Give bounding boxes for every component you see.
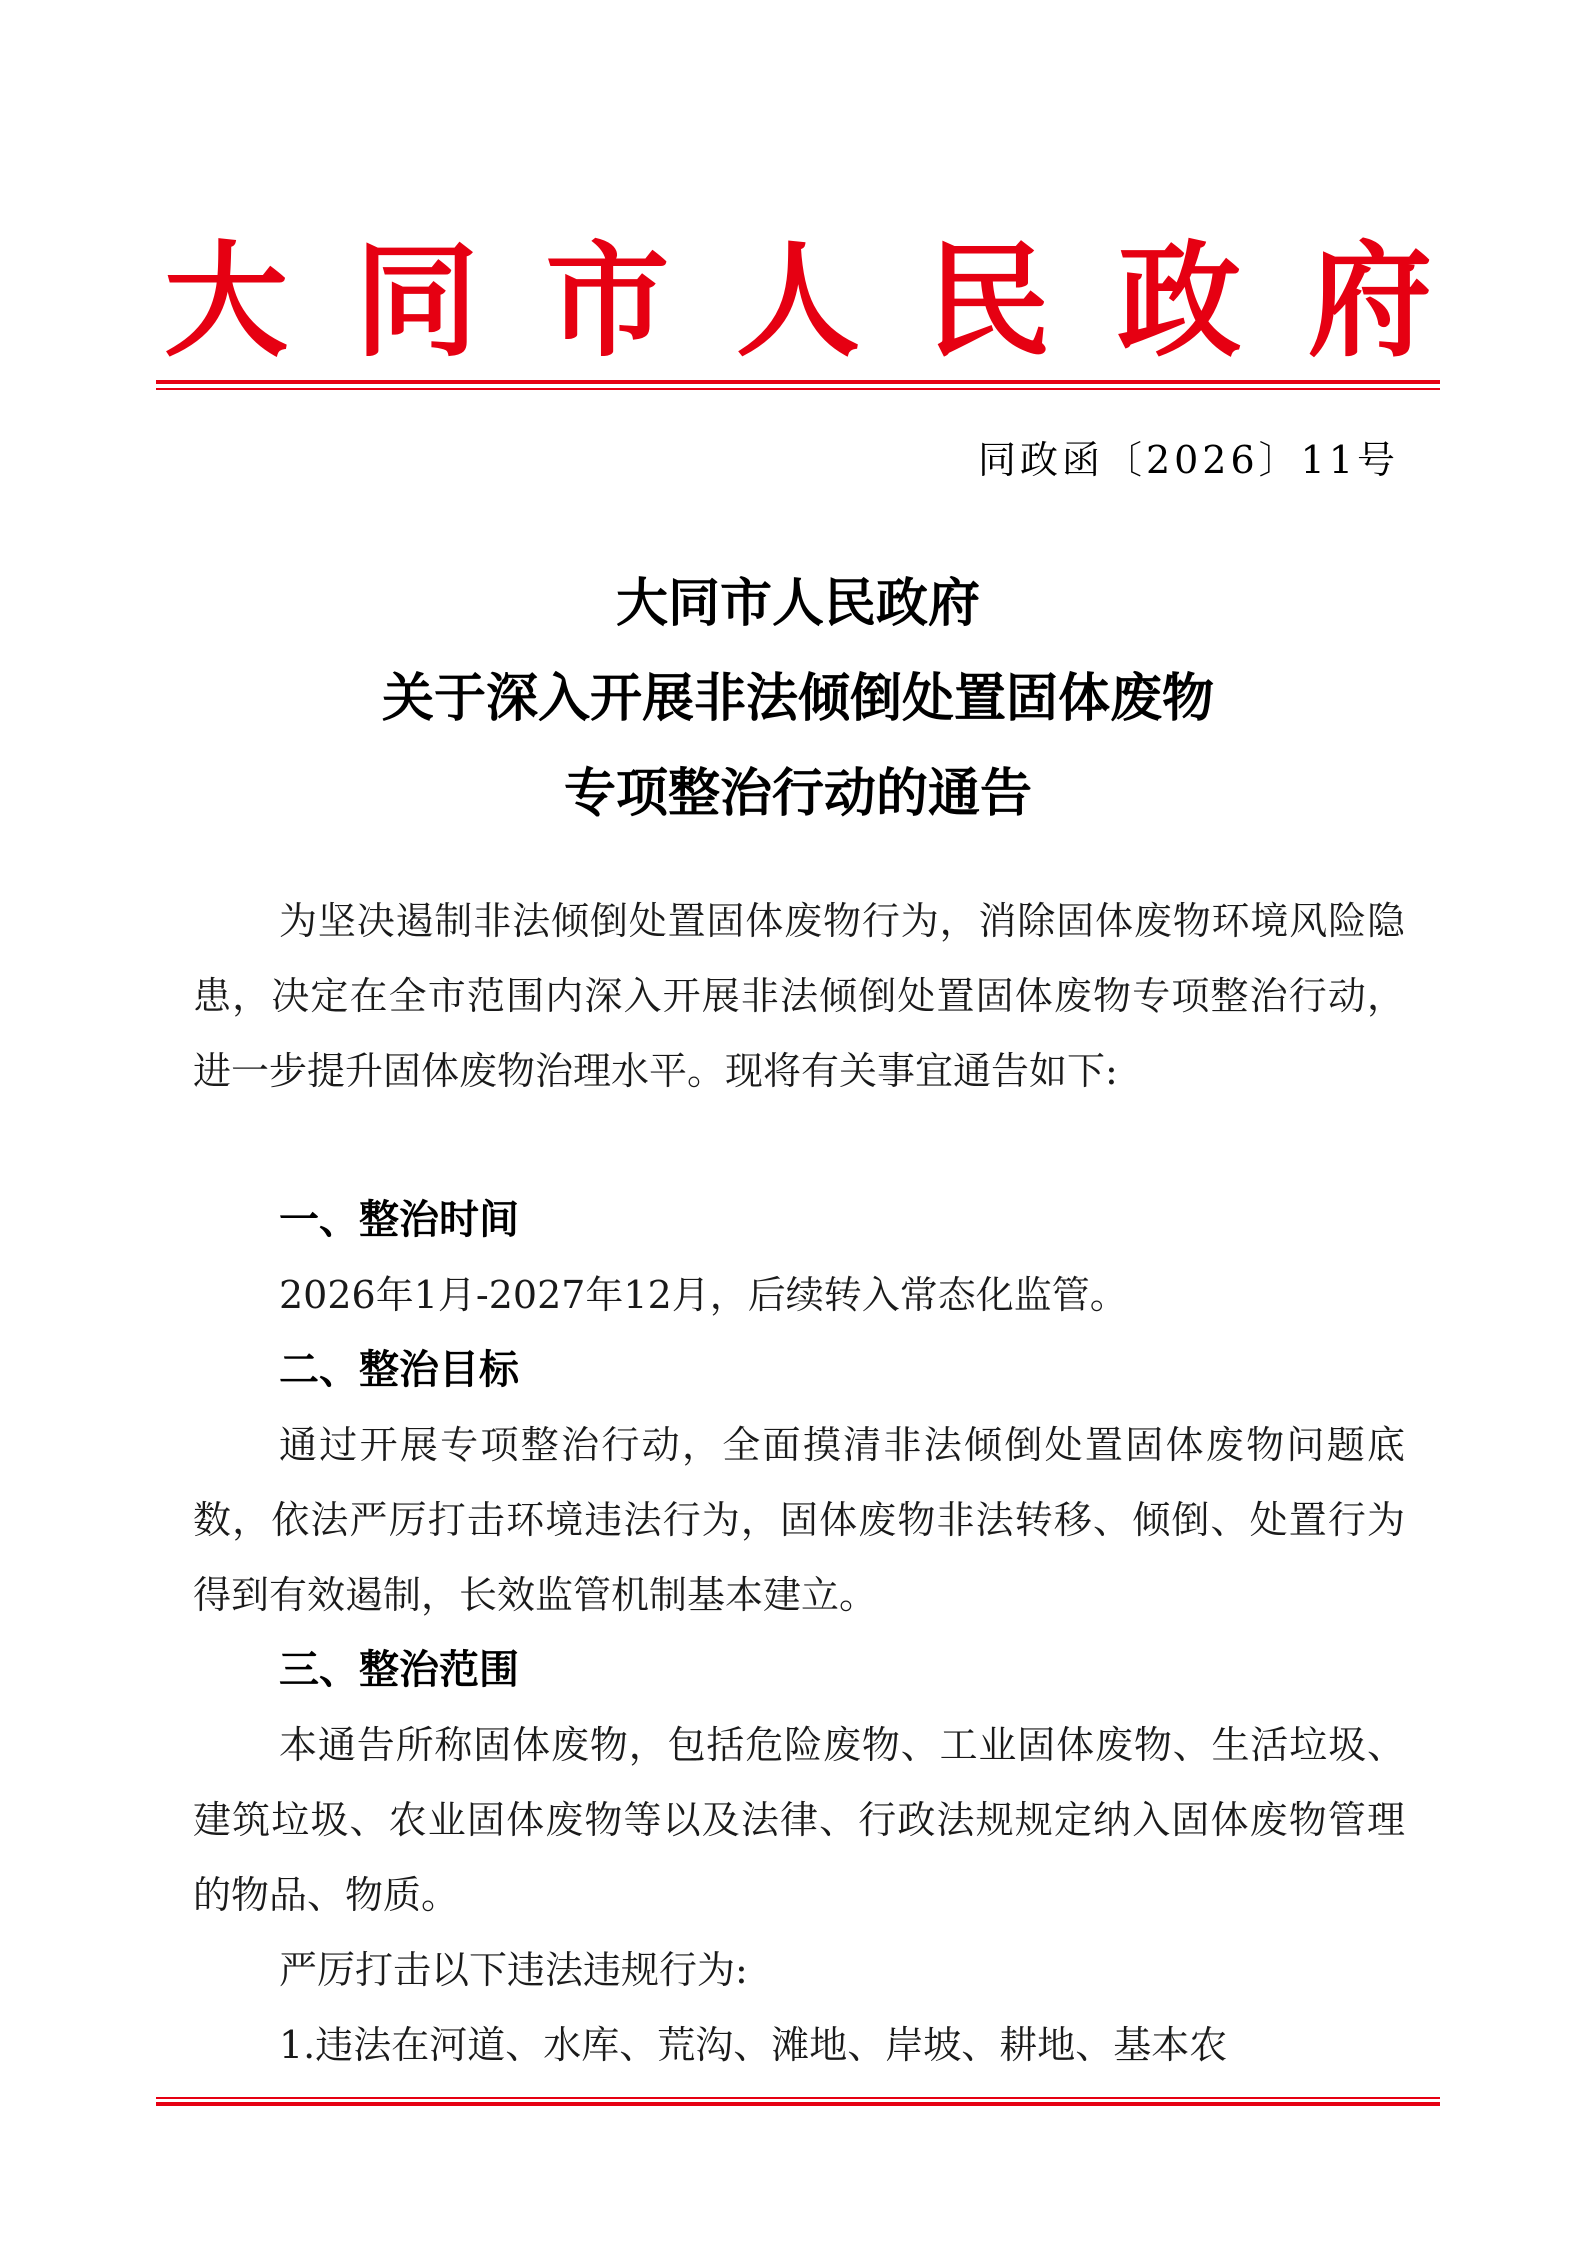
masthead-char: 民 bbox=[926, 229, 1051, 374]
footer-divider-thick bbox=[156, 2102, 1440, 2106]
crackdown-intro: 严厉打击以下违法违规行为: bbox=[279, 1948, 748, 1992]
document-body bbox=[193, 0, 1405, 2245]
masthead-char: 市 bbox=[545, 229, 670, 374]
section-text-goal: 通过开展专项整治行动，全面摸清非法倾倒处置固体废物问题底数，依法严厉打击环境违法行为，固体废物非法转移、倾倒、处置行为得到有效遏制，长效监管机制基本建立。 bbox=[193, 1423, 1405, 1617]
intro-paragraph: 为坚决遏制非法倾倒处置固体废物行为，消除固体废物环境风险隐患，决定在全市范围内深入开展非法倾倒处置固体废物专项整治行动，进一步提升固体废物治理水平。现将有关事宜通告如下: bbox=[193, 899, 1405, 1093]
masthead-char: 府 bbox=[1307, 229, 1432, 374]
section-text-scope: 本通告所称固体废物，包括危险废物、工业固体废物、生活垃圾、建筑垃圾、农业固体废物等以及法律、行政法规规定纳入固体废物管理的物品、物质。 bbox=[193, 1723, 1405, 1917]
section-heading-goal: 二、整治目标 bbox=[279, 1347, 519, 1393]
title-line-2: 关于深入开展非法倾倒处置固体废物 bbox=[381, 668, 1214, 729]
masthead-char: 人 bbox=[735, 229, 860, 374]
section-heading-time: 一、整治时间 bbox=[279, 1197, 519, 1243]
document-number: 同政函〔2026〕11号 bbox=[977, 438, 1399, 482]
section-heading-scope: 三、整治范围 bbox=[279, 1647, 519, 1693]
list-item: 1.违法在河道、水库、荒沟、滩地、岸坡、耕地、基本农 bbox=[279, 2023, 1228, 2067]
masthead-char: 大 bbox=[164, 229, 289, 374]
title-line-1: 大同市人民政府 bbox=[615, 573, 980, 634]
masthead-char: 同 bbox=[354, 229, 479, 374]
section-text-time: 2026年1月-2027年12月，后续转入常态化监管。 bbox=[279, 1273, 1128, 1317]
footer-divider-thin bbox=[156, 2097, 1440, 2099]
title-line-3: 专项整治行动的通告 bbox=[563, 763, 1032, 824]
masthead-char: 政 bbox=[1117, 229, 1242, 374]
